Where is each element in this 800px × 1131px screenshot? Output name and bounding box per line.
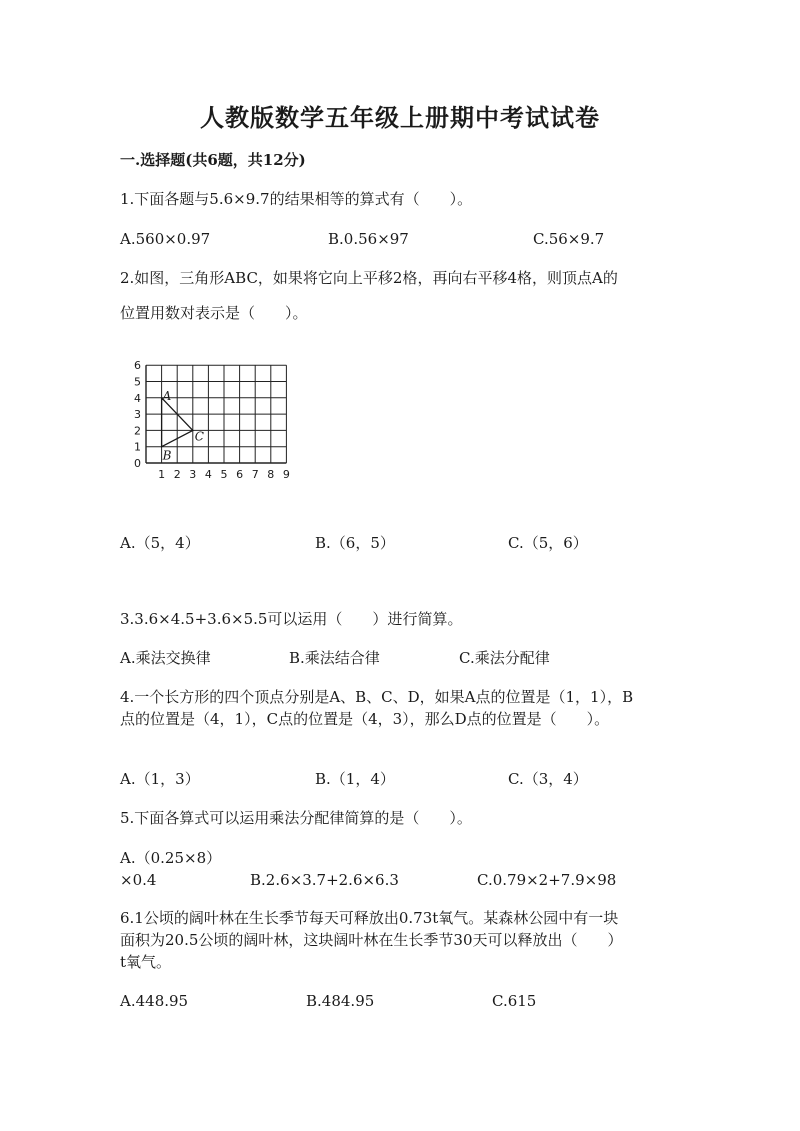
section-heading: 一.选择题(共6题，共12分) xyxy=(120,151,306,169)
question-1-option-a[interactable]: A.560×0.97 xyxy=(120,230,211,248)
question-2-option-c[interactable]: C.（5，6） xyxy=(508,534,588,552)
x-tick-label: 1 xyxy=(158,468,166,481)
x-tick-label: 4 xyxy=(204,468,212,481)
question-1-option-b[interactable]: B.0.56×97 xyxy=(328,230,409,248)
x-tick-label: 8 xyxy=(267,468,275,481)
y-tick-label: 4 xyxy=(134,391,141,405)
question-6-option-a[interactable]: A.448.95 xyxy=(120,992,189,1010)
question-5-option-a-line-2[interactable]: ×0.4 xyxy=(120,871,157,889)
x-tick-label: 6 xyxy=(236,468,244,481)
question-3-option-c[interactable]: C.乘法分配律 xyxy=(459,649,550,667)
question-3-stem: 3.3.6×4.5+3.6×5.5可以运用（ ）进行简算。 xyxy=(120,610,463,628)
point-label-b: B xyxy=(162,448,172,463)
question-2-stem-line-1: 2.如图，三角形ABC，如果将它向上平移2格，再向右平移4格，则顶点A的 xyxy=(120,269,618,287)
question-5-stem: 5.下面各算式可以运用乘法分配律简算的是（ ）。 xyxy=(120,809,472,827)
question-4-option-a[interactable]: A.（1，3） xyxy=(120,770,200,788)
question-6-stem-line-3: t氧气。 xyxy=(120,953,172,971)
question-2-option-a[interactable]: A.（5，4） xyxy=(120,534,200,552)
question-4-stem-line-1: 4.一个长方形的四个顶点分别是A、B、C、D，如果A点的位置是（1，1），B xyxy=(120,688,634,706)
question-4-stem-line-2: 点的位置是（4，1），C点的位置是（4，3），那么D点的位置是（ ）。 xyxy=(120,710,610,728)
x-tick-label: 3 xyxy=(189,468,197,481)
y-tick-label: 2 xyxy=(134,424,141,438)
y-tick-label: 0 xyxy=(134,457,141,470)
x-tick-label: 5 xyxy=(220,468,228,481)
x-tick-label: 7 xyxy=(251,468,259,481)
question-6-option-b[interactable]: B.484.95 xyxy=(306,992,375,1010)
y-tick-label: 1 xyxy=(134,440,141,454)
y-tick-label: 5 xyxy=(134,375,141,389)
point-label-a: A xyxy=(162,388,172,403)
question-6-stem-line-1: 6.1公顷的阔叶林在生长季节每天可释放出0.73t氧气。某森林公园中有一块 xyxy=(120,909,619,927)
question-5-option-c[interactable]: C.0.79×2+7.9×98 xyxy=(477,871,617,889)
question-1-option-c[interactable]: C.56×9.7 xyxy=(533,230,605,248)
y-tick-label: 3 xyxy=(134,408,141,422)
question-6-stem-line-2: 面积为20.5公顷的阔叶林，这块阔叶林在生长季节30天可以释放出（ ） xyxy=(120,931,623,949)
page-title: 人教版数学五年级上册期中考试试卷 xyxy=(200,103,600,132)
x-tick-label: 2 xyxy=(173,468,181,481)
question-4-option-c[interactable]: C.（3，4） xyxy=(508,770,588,788)
question-6-option-c[interactable]: C.615 xyxy=(492,992,537,1010)
question-2-option-b[interactable]: B.（6，5） xyxy=(315,534,395,552)
point-label-c: C xyxy=(194,429,204,444)
x-tick-label: 9 xyxy=(282,468,290,481)
y-tick-label: 6 xyxy=(134,360,141,373)
question-1-stem: 1.下面各题与5.6×9.7的结果相等的算式有（ ）。 xyxy=(120,190,473,208)
question-3-option-b[interactable]: B.乘法结合律 xyxy=(289,649,380,667)
coordinate-grid-figure xyxy=(128,360,308,490)
question-3-option-a[interactable]: A.乘法交换律 xyxy=(120,649,211,667)
question-5-option-b[interactable]: B.2.6×3.7+2.6×6.3 xyxy=(250,871,399,889)
question-5-option-a-line-1[interactable]: A.（0.25×8） xyxy=(120,849,222,867)
question-4-option-b[interactable]: B.（1，4） xyxy=(315,770,395,788)
question-2-stem-line-2: 位置用数对表示是（ ）。 xyxy=(120,304,308,322)
